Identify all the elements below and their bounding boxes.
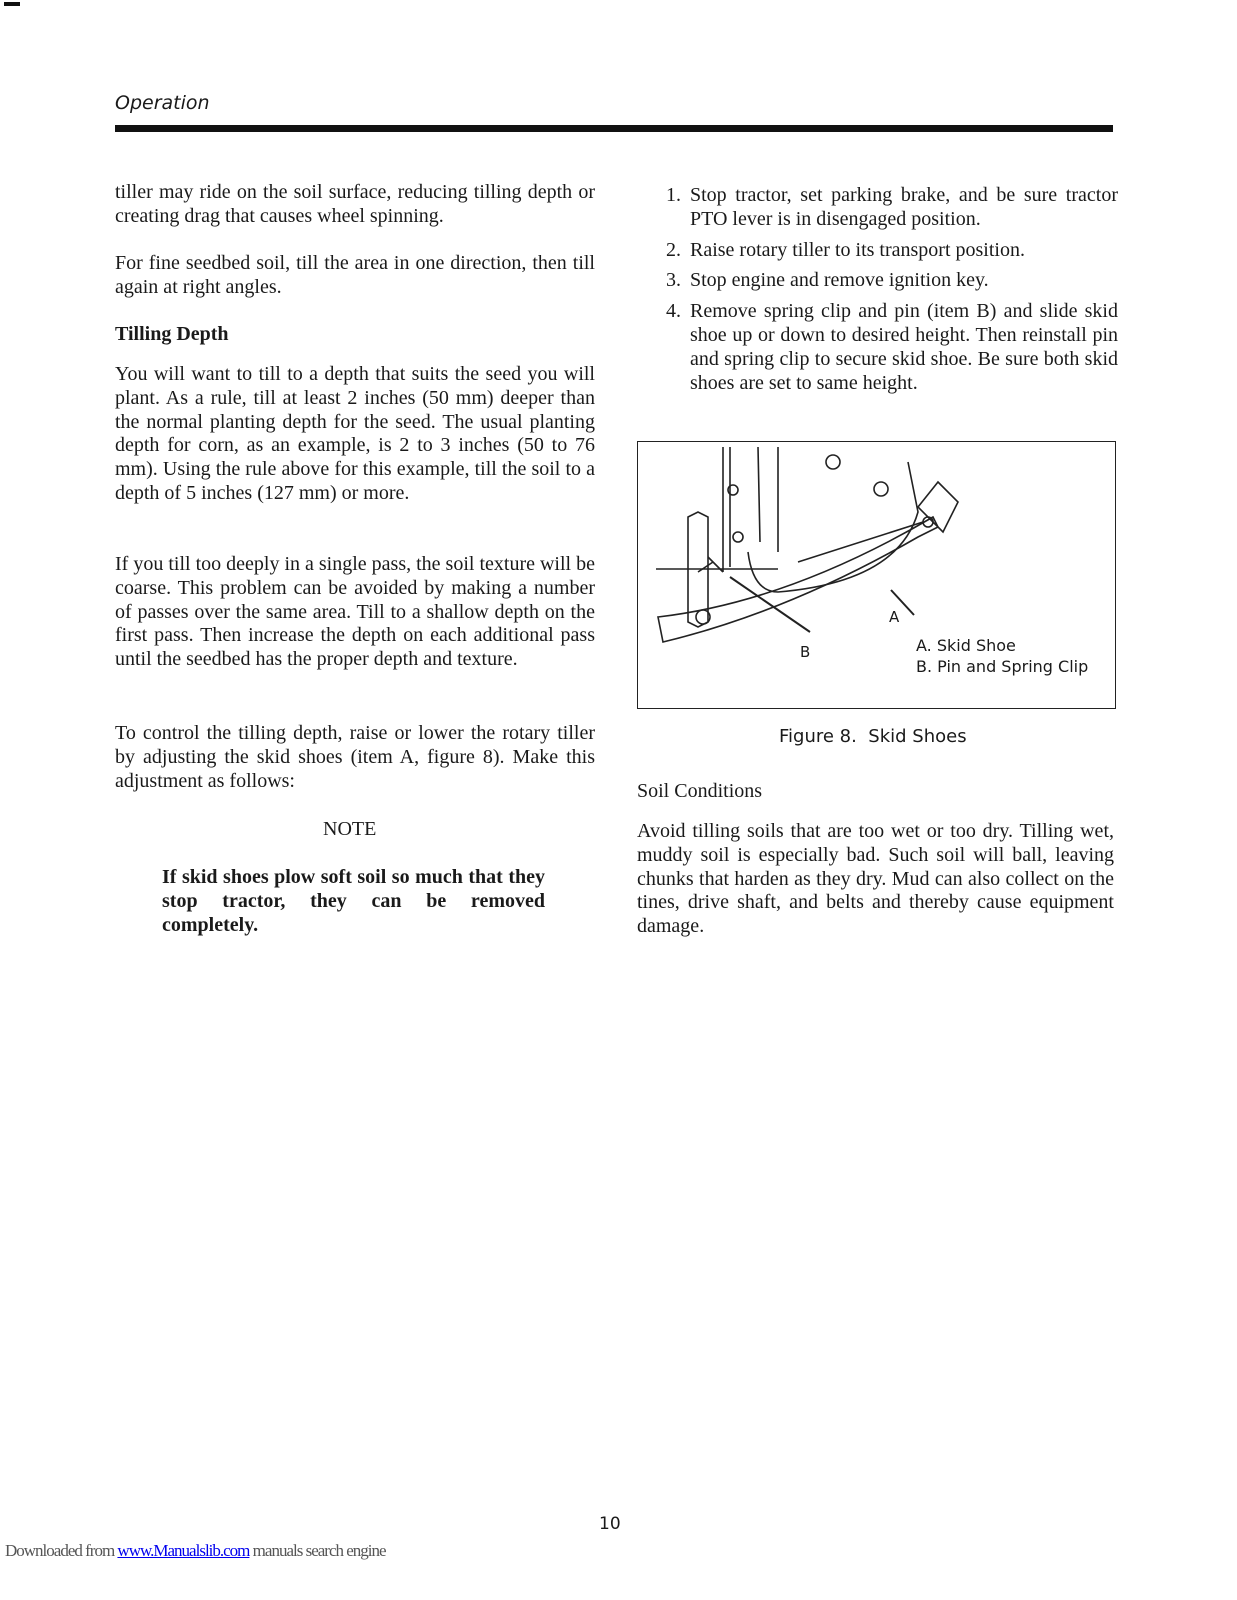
step-text: Stop tractor, set parking brake, and be sure tractor PTO lever is in disengaged position. bbox=[690, 184, 1118, 230]
paragraph-soil: Avoid tilling soils that are too wet or too dry. Tilling wet, muddy soil is especially bad. Such soil will ball, leaving chunks that harden as they dry. Mud can also collect on the tines, drive shaft, and belts and thereby cause equipment damage. bbox=[637, 820, 1114, 938]
legend-pin-clip: B. Pin and Spring Clip bbox=[916, 657, 1089, 676]
manualslib-link[interactable]: www.Manualslib.com bbox=[117, 1541, 250, 1560]
footer-suffix: manuals search engine bbox=[249, 1541, 386, 1560]
step-number: 4. bbox=[666, 300, 681, 323]
note-title: NOTE bbox=[323, 818, 377, 840]
figure-skid-shoes bbox=[637, 441, 1116, 709]
legend-skid-shoe: A. Skid Shoe bbox=[916, 636, 1016, 655]
step-number: 1. bbox=[666, 184, 681, 206]
footer-text: Downloaded from bbox=[5, 1541, 118, 1560]
steps-list bbox=[666, 184, 1118, 395]
corner-mark bbox=[4, 2, 20, 6]
step-number: 2. bbox=[666, 238, 681, 261]
download-footer bbox=[5, 1541, 386, 1561]
step-number: 3. bbox=[666, 269, 681, 292]
paragraph-seedbed: For fine seedbed soil, till the area in one direction, then till again at right angles. bbox=[115, 252, 595, 298]
figure-caption: Figure 8. Skid Shoes bbox=[779, 726, 967, 747]
section-header: Operation bbox=[115, 92, 210, 114]
paragraph-tiller: tiller may ride on the soil surface, reducing tilling depth or creating drag that causes wheel spinning. bbox=[115, 181, 595, 227]
paragraph-depth: You will want to till to a depth that suits the seed you will plant. As a rule, till at least 2 inches (50 mm) deeper than the normal planting depth for the seed. The usual planting depth for corn, as an example, is 2 to 3 inches (50 to 76 mm). Using the rule above for this example, till the soil to a depth of 5 inches (127 mm) or more. bbox=[115, 363, 595, 504]
callout-a: A bbox=[889, 608, 900, 626]
heading-soil-conditions: Soil Conditions bbox=[637, 780, 763, 802]
step-item bbox=[666, 269, 1118, 293]
note-text: If skid shoes plow soft soil so much that they stop tractor, they can be removed completely. bbox=[162, 866, 545, 936]
step-item bbox=[666, 184, 1118, 232]
paragraph-control: To control the tilling depth, raise or lower the rotary tiller by adjusting the skid shoes (item A, figure 8). Make this adjustment as follows: bbox=[115, 722, 595, 792]
callout-b: B bbox=[800, 643, 811, 661]
step-text: Remove spring clip and pin (item B) and slide skid shoe up or down to desired height. Then reinstall pin and spring clip to secure skid shoe. Be sure both skid shoes are set to same height. bbox=[690, 300, 1118, 394]
step-item bbox=[666, 239, 1118, 263]
step-text: Stop engine and remove ignition key. bbox=[690, 269, 989, 292]
heading-tilling-depth: Tilling Depth bbox=[115, 323, 229, 345]
paragraph-passes: If you till too deeply in a single pass, the soil texture will be coarse. This problem can be avoided by making a number of passes over the same area. Till to a shallow depth on the first pass. Then increase the depth on each additional pass until the seedbed has the proper depth and texture. bbox=[115, 553, 595, 671]
step-text: Raise rotary tiller to its transport position. bbox=[690, 238, 1025, 261]
page-number: 10 bbox=[599, 1514, 621, 1534]
step-item bbox=[666, 300, 1118, 395]
header-rule bbox=[115, 125, 1113, 132]
